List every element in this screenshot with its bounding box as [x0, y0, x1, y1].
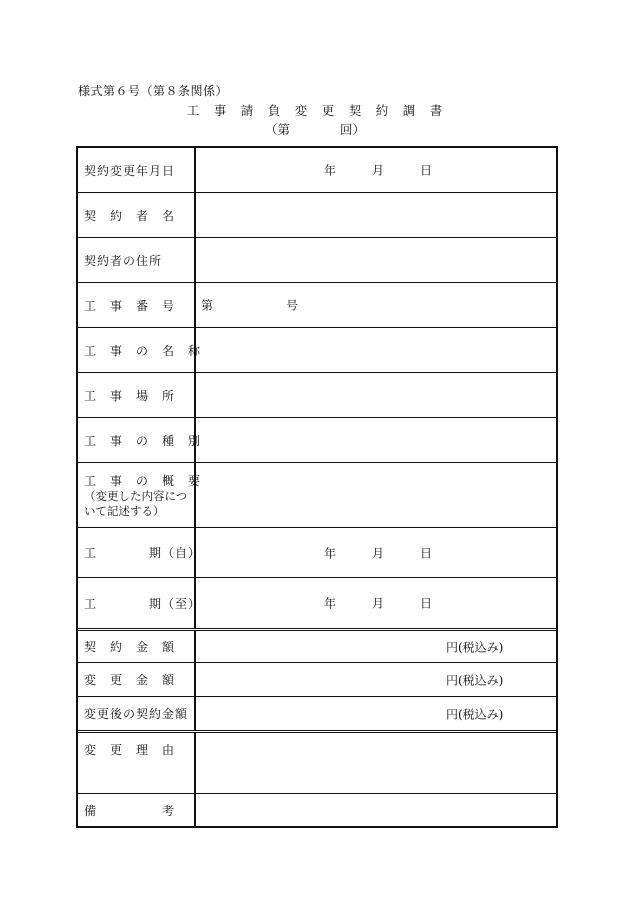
row-contractor-address: [78, 237, 556, 282]
number-prefix: 第: [201, 298, 214, 313]
label-text: 工 事 場 所: [84, 388, 176, 403]
period-start-field[interactable]: [196, 528, 556, 577]
work-number-field[interactable]: [196, 283, 556, 327]
year-unit: 年: [324, 163, 337, 178]
label-change-date: [78, 148, 196, 192]
row-work-name: [78, 327, 556, 372]
day-unit: 日: [420, 163, 433, 178]
work-summary-field[interactable]: [196, 463, 556, 527]
remarks-field[interactable]: [196, 794, 556, 826]
year-unit: 年: [324, 596, 337, 611]
month-unit: 月: [372, 546, 385, 560]
change-date-field[interactable]: [196, 148, 556, 192]
row-change-amount: [78, 662, 556, 696]
row-work-number: [78, 282, 556, 327]
day-unit: 日: [420, 546, 433, 560]
contract-amount-field[interactable]: [196, 631, 556, 662]
page-title: 工 事 請 負 変 更 契 約 調 書: [186, 103, 444, 118]
row-contractor-name: [78, 192, 556, 237]
period-end-field[interactable]: [196, 578, 556, 628]
contractor-name-field[interactable]: [196, 193, 556, 237]
yen-tax-unit: 円(税込み): [446, 707, 504, 721]
row-remarks: [78, 793, 556, 826]
row-change-reason: [78, 730, 556, 793]
row-work-summary: [78, 462, 556, 527]
work-site-field[interactable]: [196, 373, 556, 417]
row-period-end: [78, 577, 556, 628]
year-unit: 年: [324, 546, 337, 560]
label-work-site: [78, 373, 196, 417]
label-text: 変 更 理 由: [84, 743, 176, 757]
label-text: 契 約 者 名: [84, 208, 176, 223]
label-note: （変更した内容について記述する）: [84, 488, 188, 518]
label-work-number: [78, 283, 196, 327]
row-work-site: [78, 372, 556, 417]
label-text: 変更後の契約金額: [84, 707, 189, 721]
month-unit: 月: [372, 163, 385, 178]
label-work-type: [78, 418, 202, 462]
label-contractor-name: [78, 193, 196, 237]
yen-tax-unit: 円(税込み): [446, 673, 504, 687]
contract-change-form: [76, 146, 558, 828]
row-work-type: [78, 417, 556, 462]
label-new-contract-amount: [78, 697, 196, 730]
form-number: 様式第６号（第８条関係）: [78, 84, 229, 98]
label-text: 工 事 の 概 要: [84, 473, 202, 488]
label-work-name: [78, 328, 202, 372]
row-new-contract-amount: [78, 696, 556, 730]
label-contract-amount: [78, 631, 196, 662]
number-suffix: 号: [286, 298, 299, 313]
row-change-date: [78, 148, 556, 192]
label-text: 工 期（自）: [84, 546, 202, 560]
day-unit: 日: [420, 596, 433, 611]
contractor-address-field[interactable]: [196, 238, 556, 282]
label-text: 工 事 の 名 称: [84, 343, 202, 358]
label-change-reason: [78, 733, 196, 793]
label-change-amount: [78, 663, 196, 696]
label-text: 工 期（至）: [84, 596, 202, 611]
work-type-field[interactable]: [196, 418, 556, 462]
label-work-summary: [78, 463, 202, 527]
label-remarks: [78, 794, 196, 826]
row-contract-amount: [78, 628, 556, 662]
label-text: 契約者の住所: [84, 253, 163, 268]
row-period-start: [78, 527, 556, 577]
yen-tax-unit: 円(税込み): [446, 640, 504, 654]
label-text: 変 更 金 額: [84, 673, 176, 687]
label-period-start: [78, 528, 202, 577]
work-name-field[interactable]: [196, 328, 556, 372]
label-text: 工 事 番 号: [84, 298, 176, 313]
label-text: 契約変更年月日: [84, 163, 176, 178]
new-contract-amount-field[interactable]: [196, 697, 556, 730]
change-reason-field[interactable]: [196, 733, 556, 793]
label-text: 備 考: [84, 803, 176, 818]
revision-count: （第 回）: [264, 122, 365, 137]
change-amount-field[interactable]: [196, 663, 556, 696]
month-unit: 月: [372, 596, 385, 611]
label-contractor-address: [78, 238, 196, 282]
label-period-end: [78, 578, 202, 628]
label-text: 契 約 金 額: [84, 640, 176, 654]
label-text: 工 事 の 種 別: [84, 433, 202, 448]
